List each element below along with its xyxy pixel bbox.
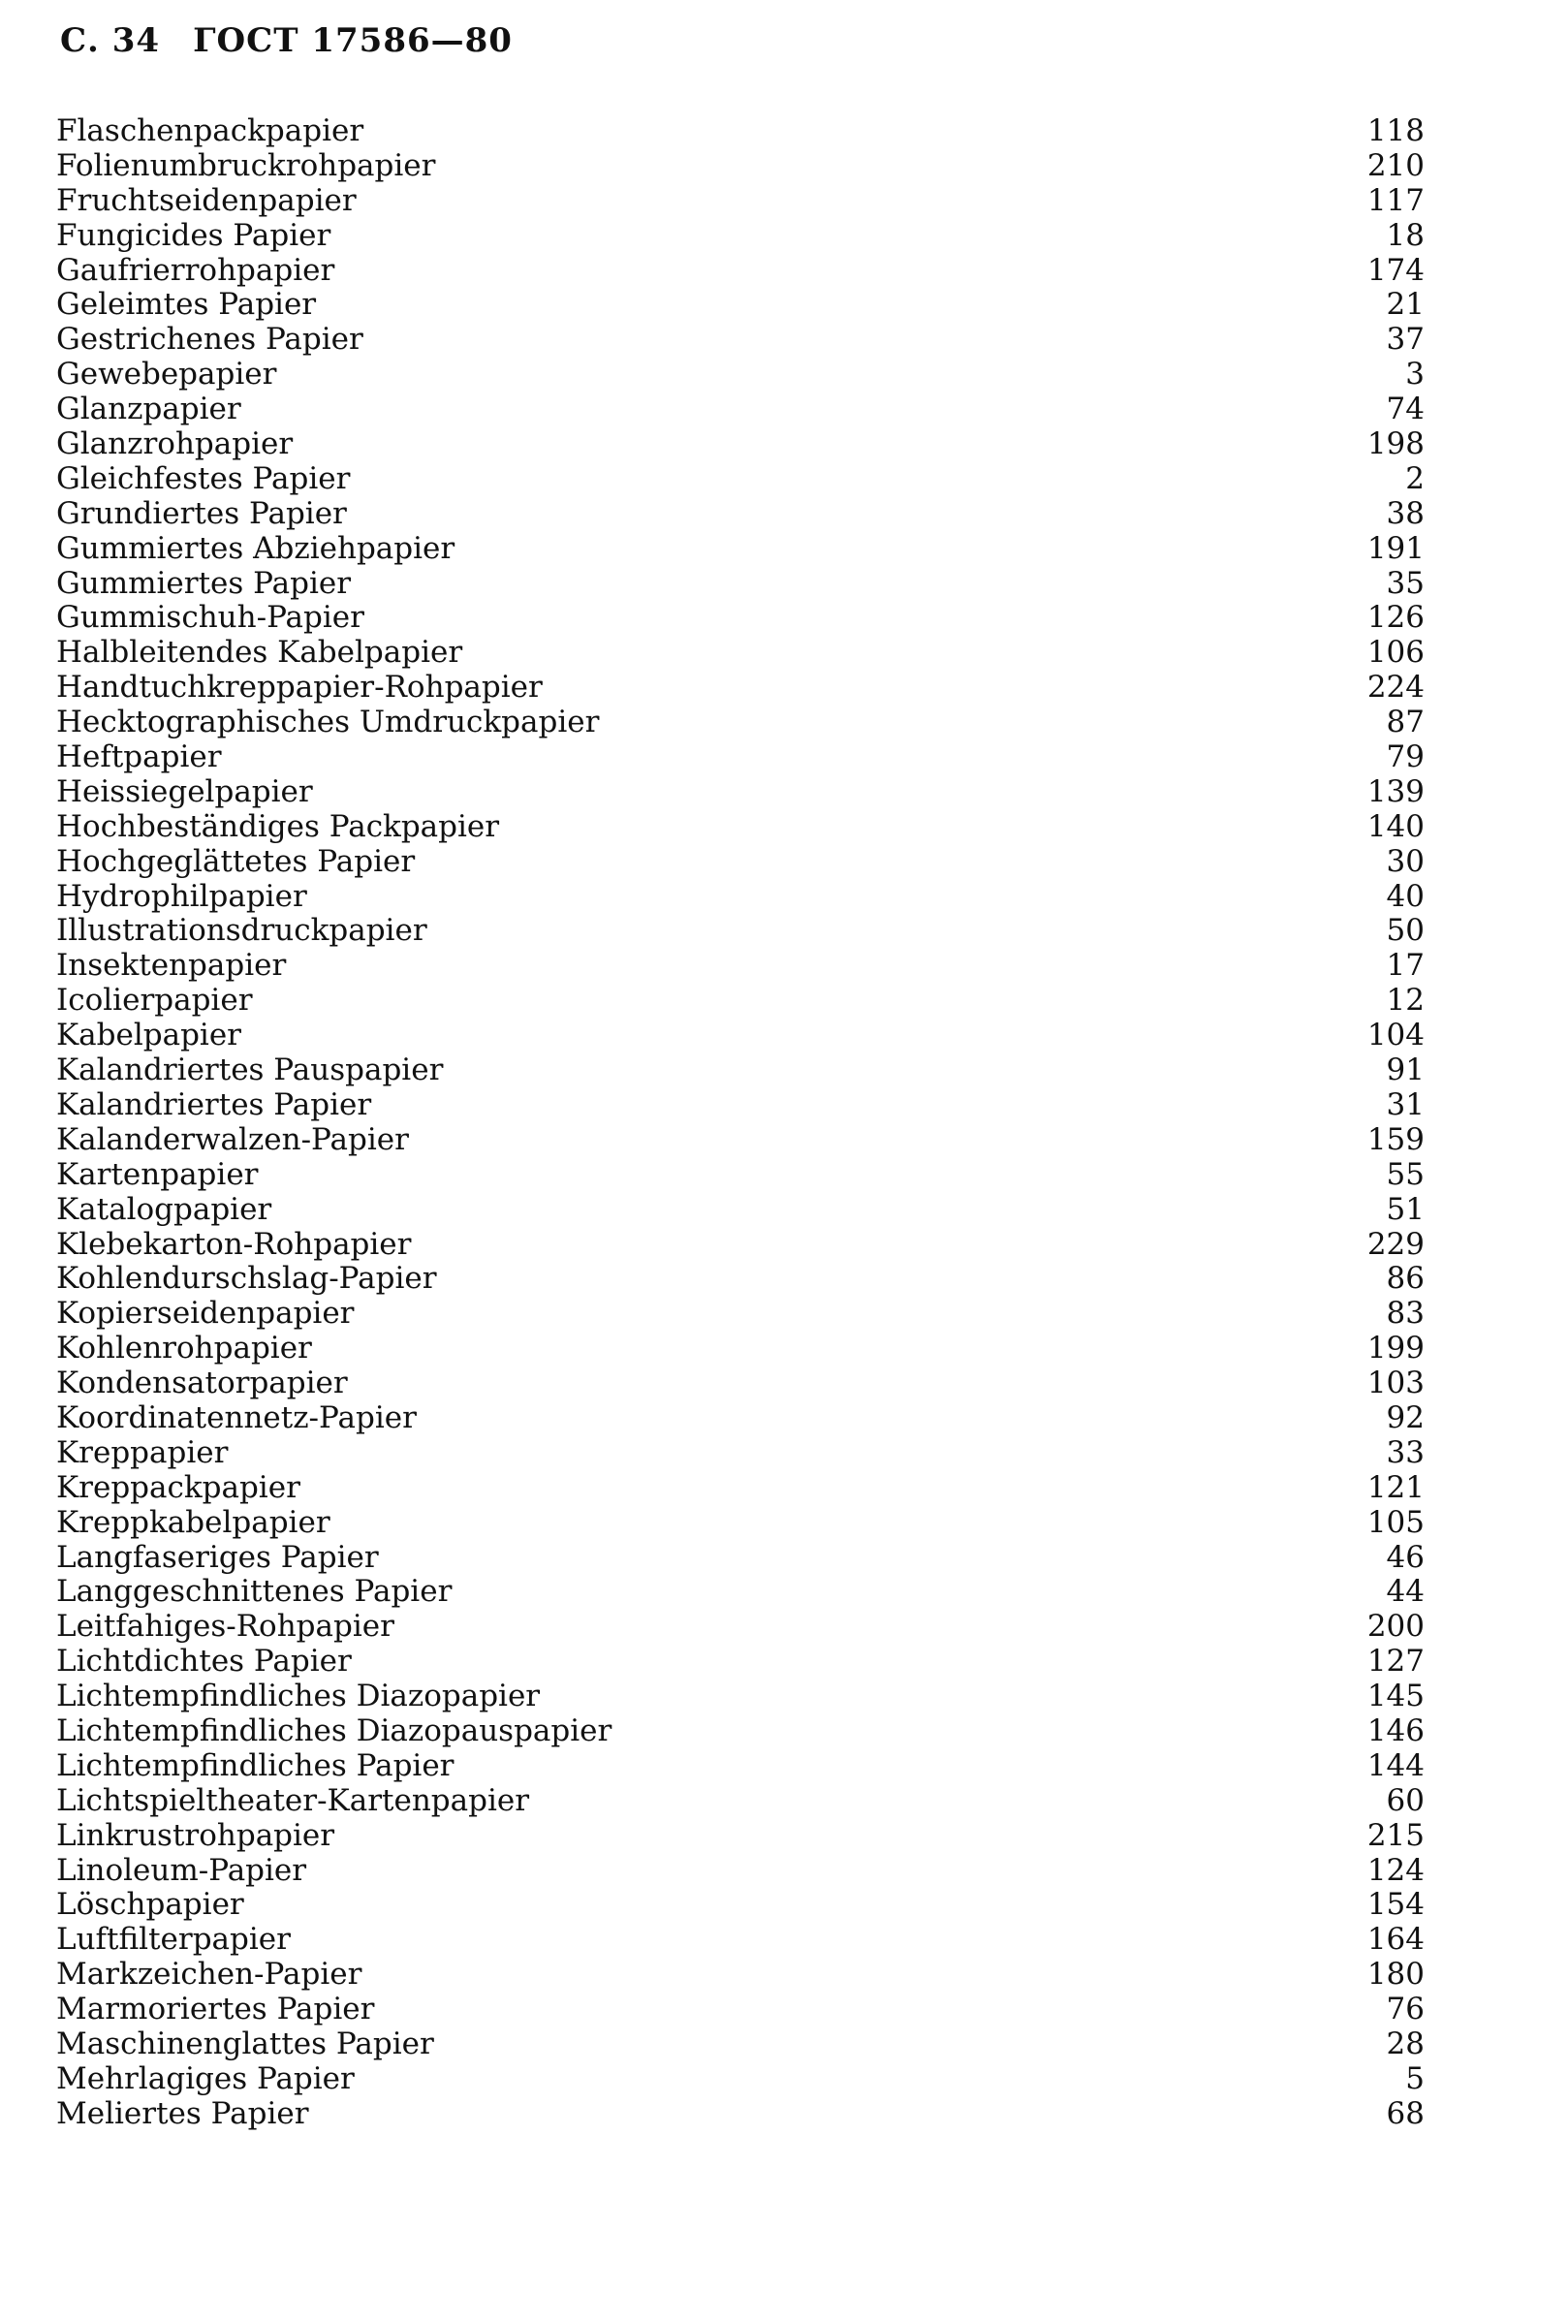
- index-entry: [56, 2027, 1425, 2062]
- index-term: Kohlenrohpapier: [56, 1331, 312, 1366]
- index-page-ref: 139: [1366, 773, 1425, 809]
- index-term: Kalandriertes Papier: [56, 1086, 372, 1122]
- index-term: Linkrustrohpapier: [56, 1817, 335, 1853]
- index-term: Gestrichenes Papier: [56, 322, 363, 358]
- index-entry: [56, 914, 1425, 949]
- index-page-ref: 191: [1366, 530, 1425, 566]
- index-page-ref: 144: [1366, 1747, 1425, 1783]
- index-page-ref: 28: [1386, 2026, 1425, 2061]
- index-term: Folienumbruckrohpapier: [56, 147, 436, 183]
- index-page-ref: 74: [1386, 392, 1425, 427]
- index-page-ref: 198: [1366, 426, 1425, 462]
- index-page-ref: 5: [1405, 2060, 1425, 2096]
- index-page-ref: 174: [1366, 252, 1425, 288]
- index-entry: [56, 810, 1425, 845]
- index-entry: [56, 1123, 1425, 1158]
- index-entry: [56, 1366, 1425, 1401]
- index-page-ref: 21: [1386, 287, 1425, 323]
- index-page-ref: 86: [1386, 1261, 1425, 1297]
- index-entry: [56, 1436, 1425, 1471]
- index-page-ref: 83: [1386, 1296, 1425, 1332]
- index-entry: [56, 845, 1425, 880]
- index-entry: [56, 358, 1425, 393]
- index-entry: [56, 1541, 1425, 1576]
- index-entry: [56, 1923, 1425, 1958]
- index-page-ref: 104: [1366, 1018, 1425, 1053]
- index-page-ref: 44: [1386, 1574, 1425, 1610]
- index-term: Gaufrierrohpapier: [56, 252, 335, 288]
- index-term: Gummischuh-Papier: [56, 600, 364, 636]
- index-page-ref: 18: [1386, 217, 1425, 253]
- index-entry: [56, 497, 1425, 532]
- index-entry: [56, 219, 1425, 254]
- index-entry: [56, 1262, 1425, 1297]
- index-page-ref: 215: [1366, 1817, 1425, 1853]
- index-page-ref: 224: [1366, 670, 1425, 706]
- index-page-ref: 33: [1386, 1434, 1425, 1470]
- index-entry: [56, 1088, 1425, 1123]
- index-page-ref: 46: [1386, 1539, 1425, 1575]
- index-term: Insektenpapier: [56, 948, 287, 984]
- index-term: Luftfilterpapier: [56, 1922, 291, 1958]
- index-term: Linoleum-Papier: [56, 1852, 307, 1888]
- index-entry: [56, 740, 1425, 775]
- standard-title: ГОСТ 17586—80: [193, 21, 513, 60]
- index-page-ref: 68: [1386, 2095, 1425, 2131]
- index-entry: [56, 288, 1425, 323]
- index-entry: [56, 1645, 1425, 1680]
- index-page-ref: 140: [1366, 808, 1425, 844]
- index-page-ref: 51: [1386, 1191, 1425, 1227]
- index-term: Handtuchkreppapier-Rohpapier: [56, 670, 543, 706]
- index-entry: [56, 1506, 1425, 1541]
- index-term: Fruchtseidenpapier: [56, 182, 357, 218]
- index-entry: [56, 880, 1425, 915]
- index-entry: [56, 184, 1425, 219]
- index-page-ref: 40: [1386, 878, 1425, 914]
- index-entry: [56, 323, 1425, 358]
- index-page-ref: 124: [1366, 1852, 1425, 1888]
- index-term: Langgeschnittenes Papier: [56, 1574, 453, 1610]
- index-page-ref: 180: [1366, 1957, 1425, 1993]
- index-term: Markzeichen-Papier: [56, 1957, 362, 1993]
- index-term: Lichtempfindliches Diazopapier: [56, 1679, 541, 1714]
- index-entry: [56, 984, 1425, 1019]
- index-entry: [56, 1680, 1425, 1714]
- index-entry: [56, 636, 1425, 671]
- index-entry: [56, 1819, 1425, 1854]
- index-term: Leitfahiges-Rohpapier: [56, 1609, 394, 1645]
- index-entry: [56, 1575, 1425, 1610]
- index-term: Kreppackpapier: [56, 1469, 300, 1505]
- index-term: Lichtspieltheater-Kartenpapier: [56, 1782, 530, 1818]
- index-page-ref: 200: [1366, 1609, 1425, 1645]
- index-term: Glanzrohpapier: [56, 426, 294, 462]
- index-entry: [56, 1610, 1425, 1645]
- index-entry: [56, 1749, 1425, 1784]
- index-page-ref: 17: [1386, 948, 1425, 984]
- index-term: Kreppapier: [56, 1434, 229, 1470]
- index-term: Hecktographisches Umdruckpapier: [56, 705, 600, 740]
- index-term: Gummiertes Papier: [56, 565, 352, 601]
- index-entry: [56, 775, 1425, 810]
- index-page-ref: 154: [1366, 1887, 1425, 1923]
- index-entry: [56, 2097, 1425, 2132]
- index-entry: [56, 1471, 1425, 1506]
- index-term: Gewebepapier: [56, 357, 277, 393]
- index-entry: [56, 1228, 1425, 1263]
- index-entry: [56, 393, 1425, 427]
- index-term: Gummiertes Abziehpapier: [56, 530, 455, 566]
- index-entry: [56, 462, 1425, 497]
- index-entry: [56, 706, 1425, 740]
- index-term: Löschpapier: [56, 1887, 244, 1923]
- index-entry: [56, 1958, 1425, 1993]
- index-page-ref: 3: [1405, 357, 1425, 393]
- index-term: Icolierpapier: [56, 983, 253, 1019]
- index-term: Marmoriertes Papier: [56, 1992, 375, 2027]
- index-page-ref: 126: [1366, 600, 1425, 636]
- index-page-ref: 12: [1386, 983, 1425, 1019]
- index-page-ref: 121: [1366, 1469, 1425, 1505]
- index-entry: [56, 1993, 1425, 2027]
- index-entry: [56, 1784, 1425, 1819]
- index-entry: [56, 1019, 1425, 1053]
- index-page-ref: 35: [1386, 565, 1425, 601]
- index-page-ref: 2: [1405, 460, 1425, 496]
- index-page-ref: 118: [1366, 113, 1425, 148]
- index-term: Kalandriertes Pauspapier: [56, 1052, 444, 1088]
- index-term: Mehrlagiges Papier: [56, 2060, 355, 2096]
- index-term: Geleimtes Papier: [56, 287, 317, 323]
- index-term: Meliertes Papier: [56, 2095, 309, 2131]
- index-term: Kondensatorpapier: [56, 1366, 348, 1401]
- index-term: Heissiegelpapier: [56, 773, 313, 809]
- index-term: Grundiertes Papier: [56, 495, 347, 531]
- index-entry: [56, 532, 1425, 567]
- index-term: Halbleitendes Kabelpapier: [56, 635, 463, 671]
- index-page-ref: 164: [1366, 1922, 1425, 1958]
- index-page-ref: 145: [1366, 1679, 1425, 1714]
- index-list: [56, 114, 1425, 2132]
- index-term: Flaschenpackpapier: [56, 113, 364, 148]
- index-entry: [56, 1332, 1425, 1366]
- page-header: [60, 21, 513, 60]
- index-entry: [56, 149, 1425, 184]
- index-page-ref: 105: [1366, 1504, 1425, 1540]
- index-entry: [56, 1193, 1425, 1228]
- index-page-ref: 79: [1386, 739, 1425, 775]
- index-term: Illustrationsdruckpapier: [56, 913, 427, 949]
- index-page-ref: 38: [1386, 495, 1425, 531]
- index-term: Maschinenglattes Papier: [56, 2026, 434, 2061]
- index-entry: [56, 949, 1425, 984]
- index-page-ref: 210: [1366, 147, 1425, 183]
- index-term: Koordinatennetz-Papier: [56, 1399, 417, 1435]
- index-term: Heftpapier: [56, 739, 222, 775]
- index-term: Kohlendurschslag-Papier: [56, 1261, 437, 1297]
- index-term: Kalanderwalzen-Papier: [56, 1121, 409, 1157]
- index-page-ref: 199: [1366, 1331, 1425, 1366]
- index-term: Lichtempfindliches Papier: [56, 1747, 455, 1783]
- index-term: Hochgeglättetes Papier: [56, 843, 416, 879]
- index-term: Klebekarton-Rohpapier: [56, 1226, 412, 1262]
- index-term: Kabelpapier: [56, 1018, 241, 1053]
- page-number: С. 34: [60, 21, 161, 60]
- index-entry: [56, 1401, 1425, 1436]
- index-entry: [56, 601, 1425, 636]
- index-entry: [56, 671, 1425, 706]
- index-entry: [56, 1053, 1425, 1088]
- index-entry: [56, 567, 1425, 602]
- index-page-ref: 60: [1386, 1782, 1425, 1818]
- index-entry: [56, 114, 1425, 149]
- index-term: Katalogpapier: [56, 1191, 272, 1227]
- index-term: Glanzpapier: [56, 392, 241, 427]
- index-page-ref: 55: [1386, 1156, 1425, 1192]
- index-term: Kartenpapier: [56, 1156, 259, 1192]
- index-term: Hydrophilpapier: [56, 878, 307, 914]
- index-entry: [56, 1158, 1425, 1193]
- index-page-ref: 37: [1386, 322, 1425, 358]
- index-entry: [56, 427, 1425, 462]
- index-term: Hochbeständiges Packpapier: [56, 808, 500, 844]
- index-term: Langfaseriges Papier: [56, 1539, 379, 1575]
- index-page-ref: 31: [1386, 1086, 1425, 1122]
- index-page-ref: 127: [1366, 1644, 1425, 1680]
- index-term: Lichtdichtes Papier: [56, 1644, 352, 1680]
- index-page-ref: 103: [1366, 1366, 1425, 1401]
- index-page-ref: 229: [1366, 1226, 1425, 1262]
- index-entry: [56, 2062, 1425, 2097]
- index-page-ref: 91: [1386, 1052, 1425, 1088]
- index-entry: [56, 1888, 1425, 1923]
- index-page-ref: 117: [1366, 182, 1425, 218]
- index-page-ref: 76: [1386, 1992, 1425, 2027]
- index-page-ref: 146: [1366, 1712, 1425, 1748]
- index-term: Lichtempfindliches Diazopauspapier: [56, 1712, 612, 1748]
- index-page-ref: 50: [1386, 913, 1425, 949]
- index-term: Fungicides Papier: [56, 217, 331, 253]
- index-term: Gleichfestes Papier: [56, 460, 351, 496]
- index-entry: [56, 1297, 1425, 1332]
- index-entry: [56, 1714, 1425, 1749]
- index-term: Kopierseidenpapier: [56, 1296, 355, 1332]
- index-page-ref: 87: [1386, 705, 1425, 740]
- index-page-ref: 30: [1386, 843, 1425, 879]
- index-term: Kreppkabelpapier: [56, 1504, 330, 1540]
- index-entry: [56, 1854, 1425, 1889]
- index-page-ref: 106: [1366, 635, 1425, 671]
- index-page-ref: 92: [1386, 1399, 1425, 1435]
- index-page-ref: 159: [1366, 1121, 1425, 1157]
- index-entry: [56, 254, 1425, 289]
